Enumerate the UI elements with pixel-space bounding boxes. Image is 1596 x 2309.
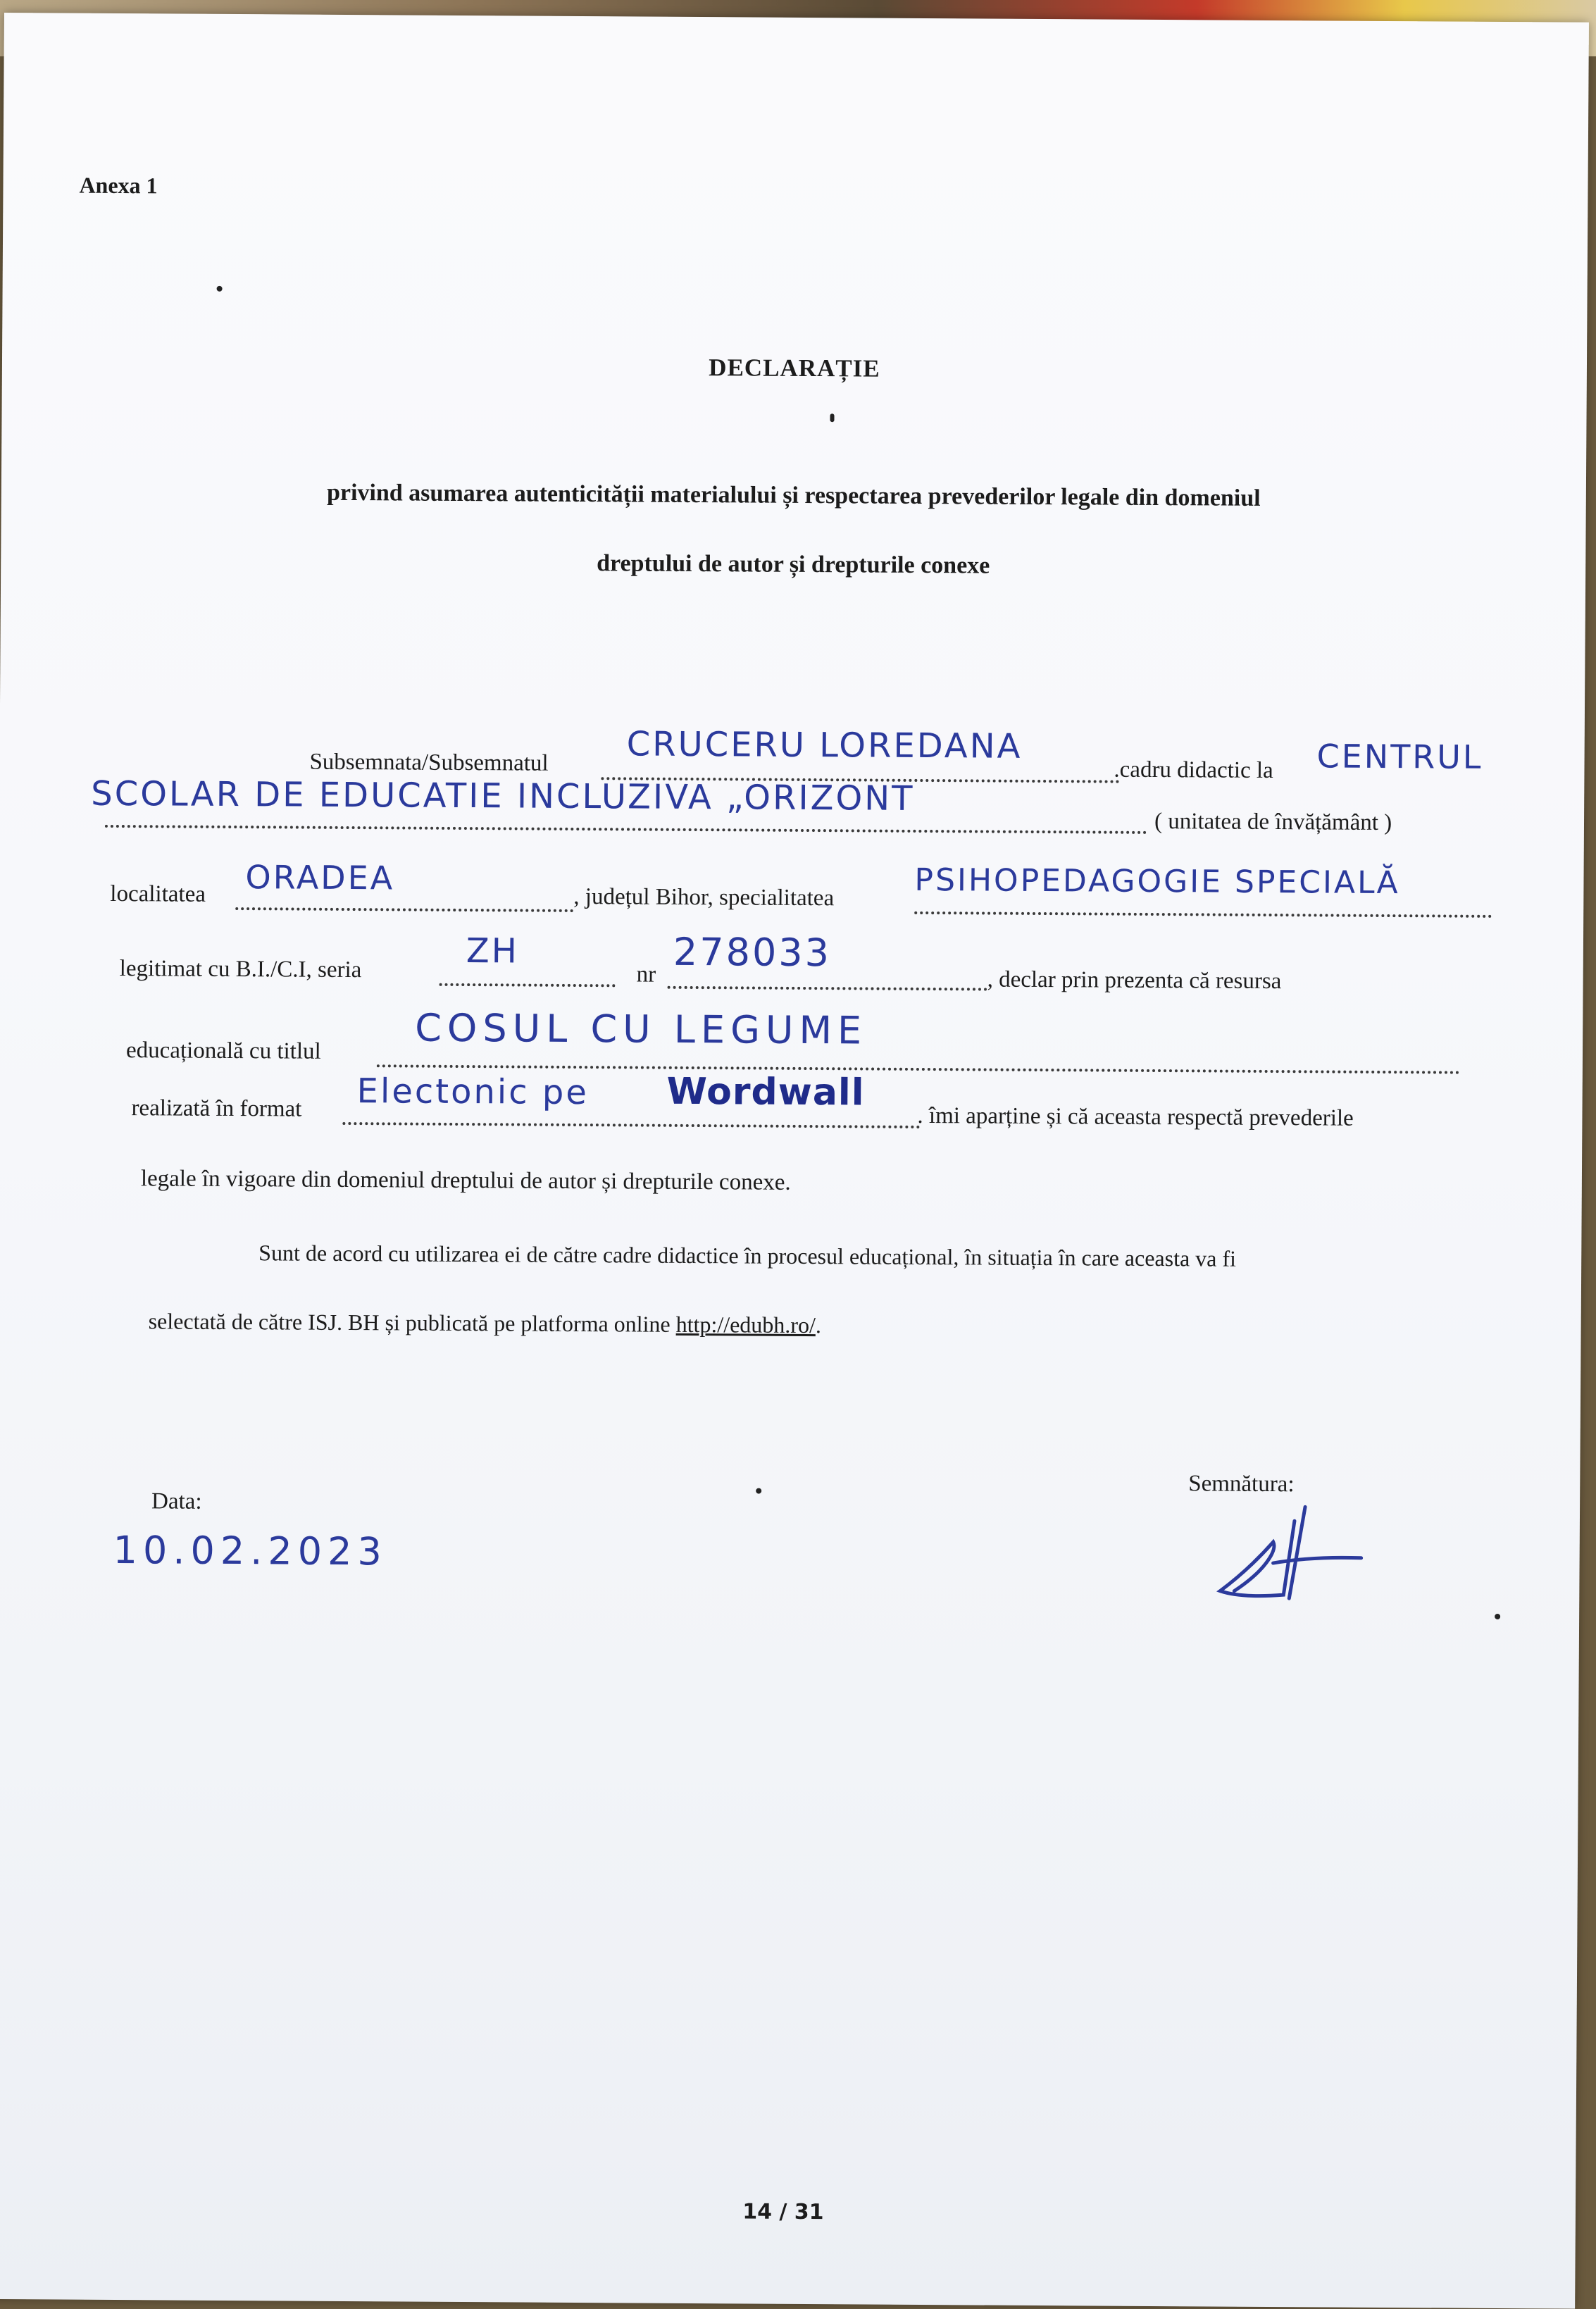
format-field-dots — [342, 1122, 920, 1128]
format-field-value: Electonic pe — [356, 1071, 590, 1113]
seria-field-dots — [439, 983, 616, 988]
annex-label: Anexa 1 — [79, 172, 158, 199]
page-number: 14 / 31 — [742, 2199, 824, 2225]
ink-speck — [217, 286, 223, 292]
agreement-line-1: Sunt de acord cu utilizarea ei de către cadre didactice în procesul educațional, în situația în care aceasta va fi — [258, 1240, 1237, 1271]
legitimat-label: legitimat cu B.I./C.I, seria — [119, 956, 362, 983]
educationala-label: educațională cu titlul — [125, 1038, 321, 1064]
specialitate-field-dots — [914, 911, 1492, 918]
format-field-value-wordwall: Wordwall — [666, 1070, 865, 1114]
institution-field-value-b: SCOLAR DE EDUCATIE INCLUZIVA „ORIZONT — [91, 773, 915, 819]
date-value: 10.02.2023 — [113, 1527, 388, 1574]
legale-line: legale în vigoare din domeniul dreptului de autor și drepturile conexe. — [140, 1166, 791, 1195]
nr-label: nr — [636, 961, 656, 988]
nr-field-dots — [668, 986, 987, 991]
declar-label: , declar prin prezenta că resursa — [987, 966, 1282, 995]
realizata-label: realizată în format — [131, 1095, 302, 1122]
edubh-link[interactable]: http://edubh.ro/ — [675, 1311, 816, 1338]
data-label: Data: — [151, 1488, 202, 1514]
apartine-label: . îmi aparține și că aceasta respectă prevederile — [917, 1102, 1354, 1131]
seria-field-value: ZH — [466, 931, 520, 971]
institution-field-value-a: CENTRUL — [1316, 737, 1483, 776]
specialitate-field-value: PSIHOPEDAGOGIE SPECIALĂ — [914, 861, 1400, 902]
name-field-value: CRUCERU LOREDANA — [626, 724, 1023, 766]
ink-speck — [1495, 1614, 1500, 1619]
subsemnata-label: Subsemnata/Subsemnatul — [309, 749, 549, 776]
localitatea-field-value: ORADEA — [245, 858, 395, 897]
agreement-suffix: . — [815, 1312, 822, 1338]
cadru-label: .cadru didactic la — [1114, 757, 1273, 784]
judet-label: , județul Bihor, specialitatea — [573, 883, 835, 911]
institution-field-dots — [105, 825, 1147, 834]
unitatea-label: ( unitatea de învățământ ) — [1154, 808, 1392, 836]
localitatea-label: localitatea — [110, 880, 206, 907]
signature-scribble — [1206, 1492, 1376, 1612]
titlu-field-value: COSUL CU LEGUME — [415, 1005, 868, 1053]
subtitle-line-2: dreptului de autor și drepturile conexe — [597, 550, 990, 579]
document-title: DECLARAȚIE — [709, 354, 880, 382]
localitatea-field-dots — [235, 907, 573, 912]
nr-field-value: 278033 — [673, 929, 832, 976]
ink-speck — [830, 413, 834, 422]
ink-speck — [756, 1488, 761, 1494]
document-page — [0, 13, 1589, 2309]
agreement-line-2 — [149, 1308, 821, 1338]
subtitle-line-1: privind asumarea autenticității materialului și respectarea prevederilor legale din domeniul — [326, 479, 1261, 511]
signature-label: Semnătura: — [1188, 1471, 1295, 1498]
agreement-prefix: selectată de către ISJ. BH și publicată pe platforma online — [148, 1308, 671, 1337]
